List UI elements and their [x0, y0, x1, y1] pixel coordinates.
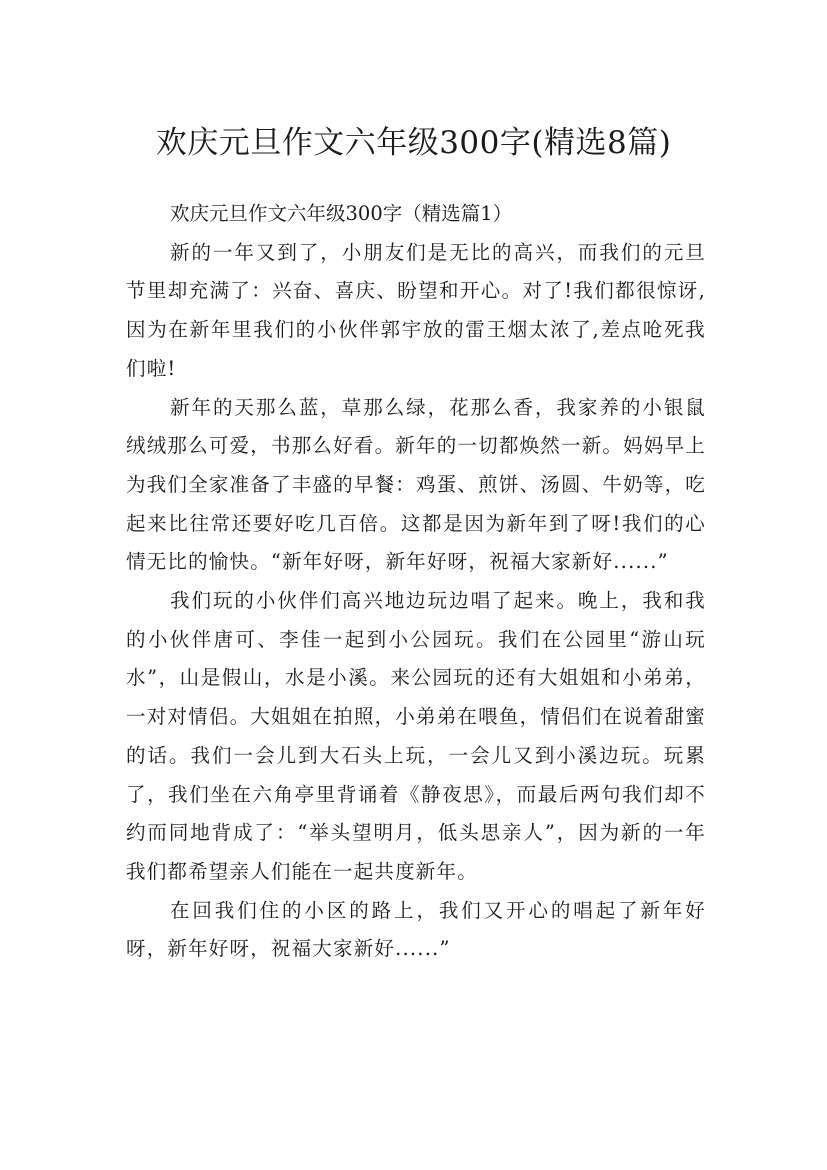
section-heading: 欢庆元旦作文六年级300字（精选篇1）	[170, 202, 513, 225]
document-title: 欢庆元旦作文六年级300字(精选8篇)	[155, 124, 672, 161]
paragraph-2: 新年的天那么蓝，草那么绿，花那么香，我家养的小银鼠绒绒那么可爱，书那么好看。新年的一切都焕然一新。妈妈早上为我们全家准备了丰盛的早餐：鸡蛋、煎饼、汤圆、牛奶等，吃起来比往常还要好吃几百倍。这都是因为新年到了呀!我们的心情无比的愉快。“新年好呀，新年好呀，祝福大家新好......”	[126, 395, 706, 574]
paragraph-3: 我们玩的小伙伴们高兴地边玩边唱了起来。晚上，我和我的小伙伴唐可、李佳一起到小公园玩。我们在公园里“游山玩水”，山是假山，水是小溪。来公园玩的还有大姐姐和小弟弟，一对对情侣。大姐姐在拍照，小弟弟在喂鱼，情侣们在说着甜蜜的话。我们一会儿到大石头上玩，一会儿又到小溪边玩。玩累了，我们坐在六角亭里背诵着《静夜思》，而最后两句我们却不约而同地背成了：“举头望明月，低头思亲人”，因为新的一年我们都希望亲人们能在一起共度新年。	[126, 589, 706, 883]
paragraph-1: 新的一年又到了，小朋友们是无比的高兴，而我们的元旦节里却充满了：兴奋、喜庆、盼望和开心。对了!我们都很惊讶,因为在新年里我们的小伙伴郭宇放的雷王烟太浓了,差点呛死我们啦!	[126, 240, 706, 380]
paragraph-4: 在回我们住的小区的路上，我们又开心的唱起了新年好呀，新年好呀，祝福大家新好......”	[126, 898, 706, 961]
document-body	[126, 195, 706, 969]
